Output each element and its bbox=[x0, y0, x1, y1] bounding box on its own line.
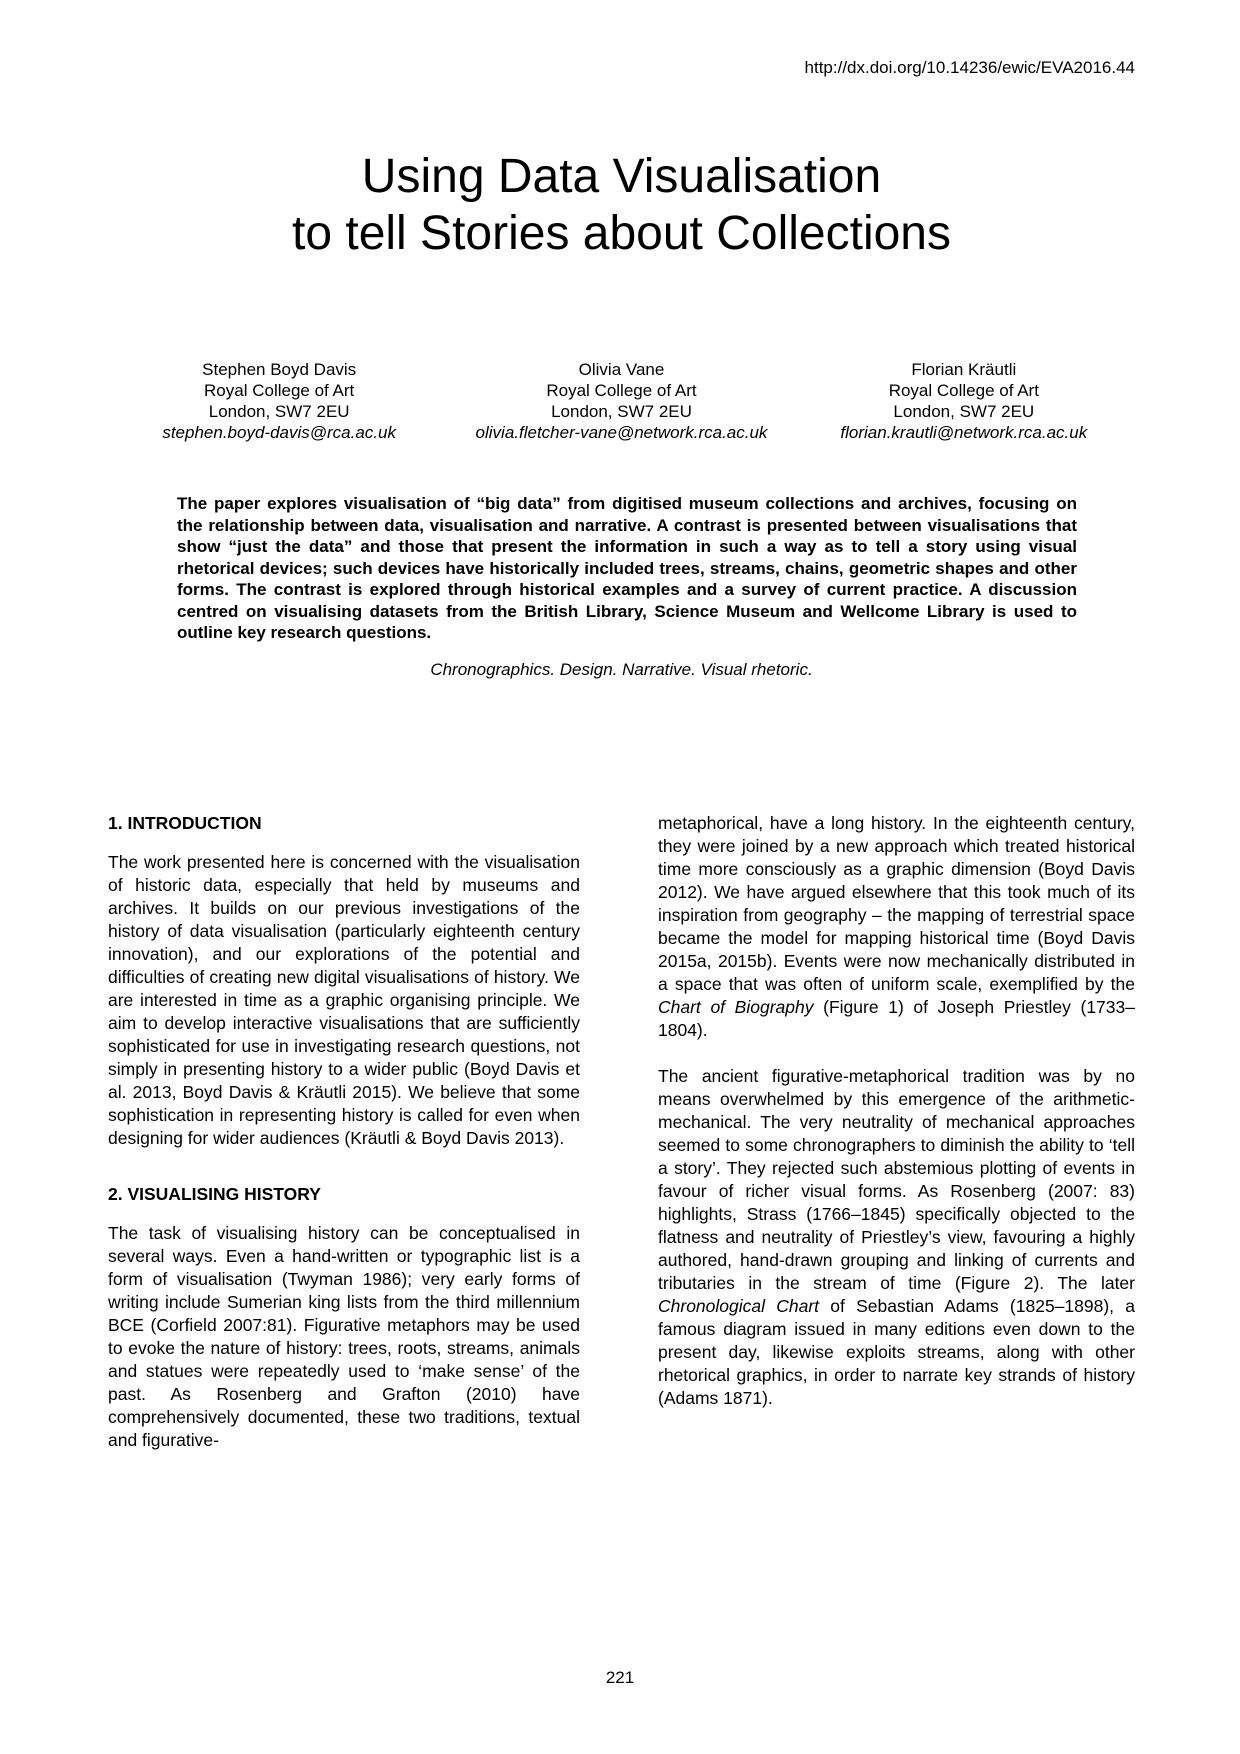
paper-title bbox=[108, 148, 1135, 262]
author-3 bbox=[793, 359, 1135, 443]
author-1 bbox=[108, 359, 450, 443]
chronological-chart-italic: Chronological Chart bbox=[658, 1295, 820, 1316]
author-2 bbox=[450, 359, 792, 443]
author-3-address: London, SW7 2EU bbox=[893, 402, 1035, 421]
author-1-affiliation: Royal College of Art bbox=[204, 381, 355, 400]
author-block bbox=[108, 359, 1135, 443]
section-2-paragraph: The task of visualising history can be conceptualised in several ways. Even a hand-written or typographic list is a form of visualisation (Twyman 1986); very early forms of writing include Sumerian king lists from the third millennium BCE (Corfield 2007:81). Figurative metaphors may be used to evoke the nature of history: trees, roots, streams, animals and statues were repeatedly used to ‘make sense’ of the past. As Rosenberg and Grafton (2010) have comprehensively documented, these two traditions, textual and figurative- bbox=[108, 1222, 580, 1450]
author-3-name: Florian Kräutli bbox=[911, 360, 1017, 379]
section-2-heading: 2. VISUALISING HISTORY bbox=[108, 1183, 321, 1204]
title-line-2: to tell Stories about Collections bbox=[291, 207, 951, 260]
body-columns bbox=[108, 812, 1135, 1475]
tradition-paragraph-end: of Sebastian Adams (1825–1898), a famous diagram issued in many editions even down to the present day, likewise exploits streams, along with other rhetorical graphics, in order to narrate key strands of history (Adams 1871). bbox=[658, 1295, 1135, 1408]
author-2-address: London, SW7 2EU bbox=[551, 402, 692, 421]
section-1-heading: 1. INTRODUCTION bbox=[108, 812, 262, 833]
tradition-paragraph bbox=[658, 1065, 1135, 1410]
continued-paragraph-text: metaphorical, have a long history. In the eighteenth century, they were joined by a new approach which treated historical time more consciously as a graphic dimension (Boyd Davis 2012). We have argued elsewhere that this took much of its inspiration from geography – the mapping of terrestrial space became the model for mapping historical time (Boyd Davis 2015a, 2015b). Events were now mechanically distributed in a space that was often of uniform scale, exemplified by the bbox=[658, 812, 1135, 994]
author-1-address: London, SW7 2EU bbox=[208, 402, 350, 421]
author-2-email: olivia.fletcher-vane@network.rca.ac.uk bbox=[475, 423, 768, 442]
doi-link[interactable]: http://dx.doi.org/10.14236/ewic/EVA2016.44 bbox=[804, 58, 1135, 77]
title-line-1: Using Data Visualisation bbox=[361, 150, 882, 203]
keywords-line: Chronographics. Design. Narrative. Visual rhetoric. bbox=[430, 659, 813, 679]
right-column bbox=[658, 812, 1135, 1475]
section-1-paragraph: The work presented here is concerned with the visualisation of historic data, especially that held by museums and archives. It builds on our previous investigations of the history of data visualisation (particularly eighteenth century innovation), and our explorations of the potential and difficulties of creating new digital visualisations of history. We are interested in time as a graphic organising principle. We aim to develop interactive visualisations that are sufficiently sophisticated for use in investigating research questions, not simply in presenting history to a wider public (Boyd Davis et al. 2013, Boyd Davis & Kräutli 2015). We believe that some sophistication in representing history is called for even when designing for wider audiences (Kräutli & Boyd Davis 2013). bbox=[108, 851, 580, 1148]
abstract-text: The paper explores visualisation of “big data” from digitised museum collections and archives, focusing on the relationship between data, visualisation and narrative. A contrast is presented between visualisations that show “just the data” and those that present the information in such a way as to tell a story using visual rhetorical devices; such devices have historically included trees, streams, chains, geometric shapes and other forms. The contrast is explored through historical examples and a survey of current practice. A discussion centred on visualising datasets from the British Library, Science Museum and Wellcome Library is used to outline key research questions. bbox=[177, 494, 1077, 642]
author-2-name: Olivia Vane bbox=[578, 360, 665, 379]
continued-paragraph-end: (Figure 1) of Joseph Priestley (1733–1804). bbox=[658, 996, 1135, 1040]
chart-of-biography-italic: Chart of Biography bbox=[658, 996, 814, 1017]
page-number: 221 bbox=[605, 1668, 635, 1687]
author-3-affiliation: Royal College of Art bbox=[888, 381, 1039, 400]
continued-paragraph bbox=[658, 812, 1135, 1042]
left-column bbox=[108, 812, 580, 1475]
author-1-email: stephen.boyd-davis@rca.ac.uk bbox=[162, 423, 396, 442]
tradition-paragraph-text: The ancient figurative-metaphorical tradition was by no means overwhelmed by this emergence of the arithmetic-mechanical. The very neutrality of mechanical approaches seemed to some chronographers to diminish the ability to ‘tell a story’. They rejected such abstemious plotting of events in favour of richer visual forms. As Rosenberg (2007: 83) highlights, Strass (1766–1845) specifically objected to the flatness and neutrality of Priestley’s view, favouring a highly authored, hand-drawn grouping and linking of currents and tributaries in the stream of time (Figure 2). The later bbox=[658, 1065, 1135, 1293]
author-1-name: Stephen Boyd Davis bbox=[202, 360, 357, 379]
author-2-affiliation: Royal College of Art bbox=[546, 381, 697, 400]
author-3-email: florian.krautli@network.rca.ac.uk bbox=[840, 423, 1088, 442]
